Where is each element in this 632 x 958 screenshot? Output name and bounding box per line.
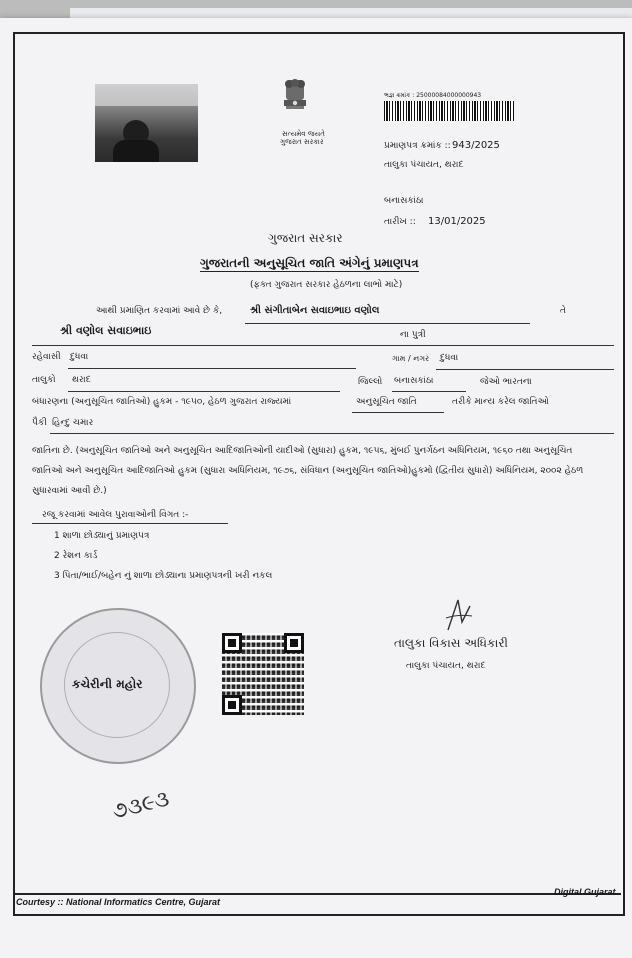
footer-courtesy: Courtesy :: National Informatics Centre, Gujarat [16,897,221,907]
issue-date: 13/01/2025 [428,216,486,227]
applicant-photo [95,84,198,162]
certificate-no: 943/2025 [452,140,500,151]
resident-label: રહેવાસી [32,352,61,362]
barcode [384,101,514,121]
legal-paragraph: જાતિના છે. (અનુસૂચિત જાતિઓ અને અનુસૂચિત આદિજાતિઓની યાદીઓ (સુધારા) હુકમ, ૧૯૫૬, મુંબઈ પુનર્ગઠન અધિનિયમ, ૧૯૬૦ તથા અનુસૂચિત જાતિઓ અને અનુસૂચિત આદિજાતિઓ હુકમ (સુધારા અધિનિયમ, ૧૯૭૬, સંવિધાન (અનુસૂચિત જાતિઓ)હુકમો (દ્વિતીય સુધારો) અધિનિયમ, ૨૦૦૨ હેઠળ સુધારવામાં આવી છે.) [32,446,584,496]
evidence-item: 2 રેશન કાર્ડ [54,551,98,561]
certify-text: આથી પ્રમાણિત કરવામાં આવે છે કે, [96,306,223,316]
te-text: તે [560,306,566,316]
officer-title: તાલુકા વિકાસ અધિકારી [394,636,508,650]
taluka: થરાદ [72,375,91,385]
barcode-label: ભજ્ઞ ક્રમાંક : 25000084000000943 [384,92,482,99]
certificate-no-label: પ્રમાણપત્ર ક્રમાંક :: [384,141,451,151]
constitution-text: બંધારણના (અનુસૂચિત જાતિઓ) હુકમ - ૧૯૫૦, હેઠળ ગુજરાત રાજ્યમાં [32,397,292,407]
india-text: જેઓ ભારતના [480,377,532,387]
applicant-name: શ્રી સંગીતાબેન સવાઇભાઇ વણોલ [250,305,380,316]
issuer-line: તાલુકા પંચાયત, થરાદ [384,160,464,170]
header-district: બનાસકાંઠા [384,196,424,206]
footer-brand: Digital Gujarat [554,887,616,897]
evidence-item: 3 પિતા/ભાઈ/બહેન નું શાળા છોડ્યાના પ્રમાણપત્રની ખરી નકલ [54,571,273,581]
footer-divider [13,893,621,895]
government-title: ગુજરાત સરકાર [268,231,343,245]
district: બનાસકાંઠા [394,376,434,386]
sub-caste-label: પૈકી [32,418,47,428]
village: દુધવા [440,353,459,363]
qr-code [222,633,304,715]
emblem-caption-2: ગુજરાત સરકાર [280,138,324,146]
officer-office: તાલુકા પંચાયત, થરાદ [406,661,486,671]
sub-caste: હિન્દુ ચમાર [52,418,94,428]
resident-place: દુધવા [70,352,89,362]
seal-text: કચેરીની મહોર [72,677,143,691]
district-label: જિલ્લો [358,377,383,387]
village-label: ગામ / નગર [392,354,430,363]
relation-text: ના પુત્રી [400,330,426,340]
caste-category: અનુસૂચિત જાતિ [356,397,417,407]
date-label: તારીખ :: [384,217,416,227]
officer-signature [444,596,474,634]
recognized-text: તરીકે માન્ય કરેલ જાતિઓ [452,397,549,407]
evidence-item: 1 શાળા છોડ્યાનું પ્રમાણપત્ર [54,531,150,541]
certificate-title: ગુજરાતની અનુસૂચિત જાતિ અંગેનું પ્રમાણપત્ર [200,256,419,270]
state-emblem-icon [276,78,314,130]
certificate-subtitle: (ફક્ત ગુજરાત સરકાર હેઠળના લાભો માટે) [250,280,403,290]
handwritten-number: ૭૩૯૩ [109,786,172,825]
evidence-heading: રજૂ કરવામાં આવેલ પુરાવાઓની વિગત :- [42,510,189,520]
taluka-label: તાલુકો [32,375,56,385]
parent-name: શ્રી વણોલ સવાઇભાઇ [60,324,152,337]
emblem-caption-1: સત્યમેવ જયતે [282,130,325,138]
